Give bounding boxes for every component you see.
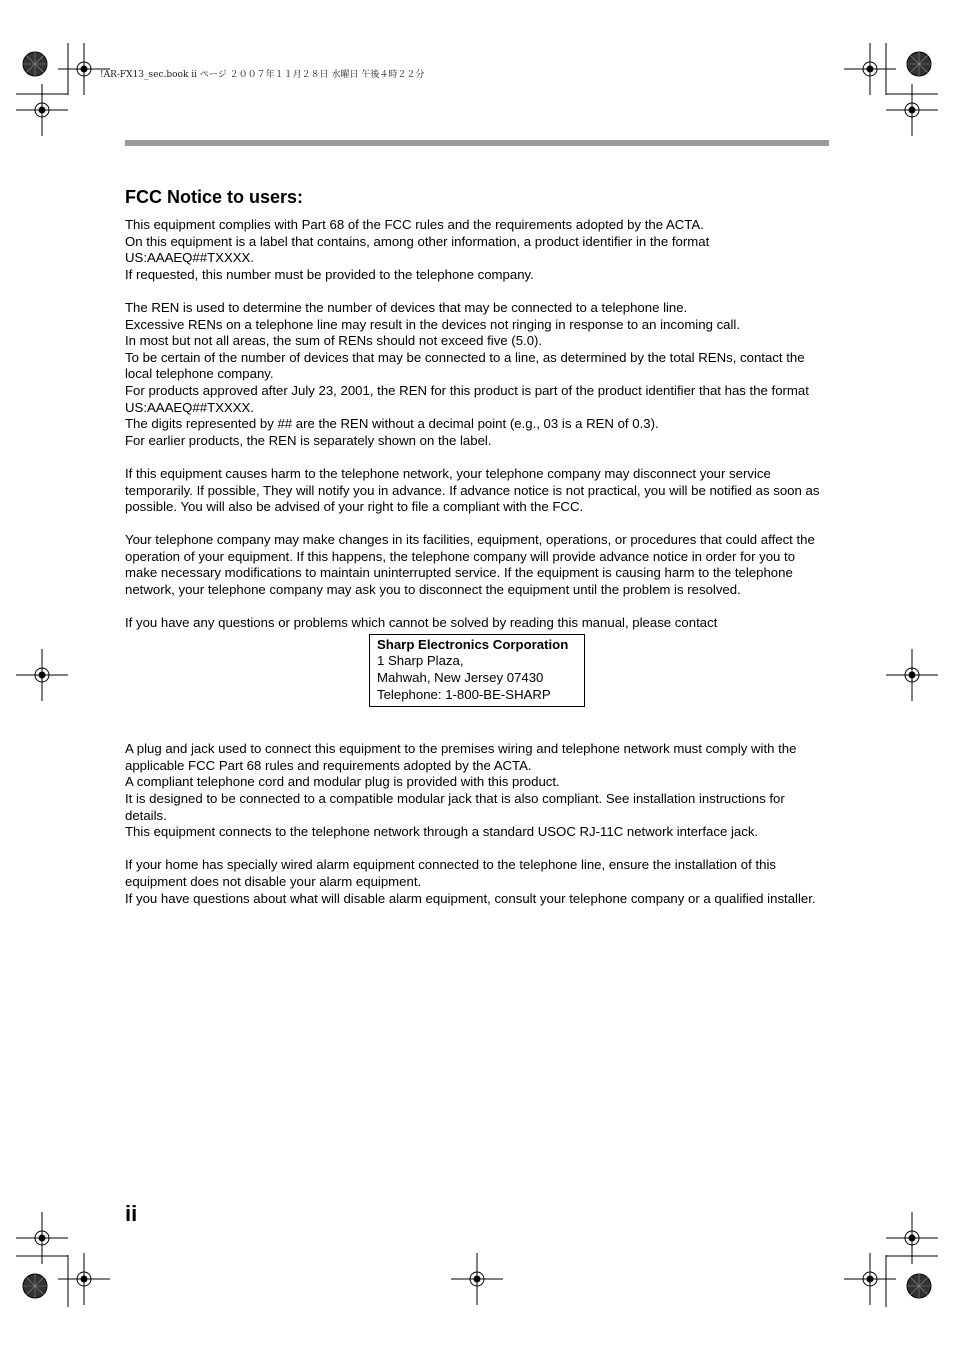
text-line: This equipment connects to the telephone network through a standard USOC RJ-11C network interface jack.: [125, 824, 759, 840]
text-line: It is designed to be connected to a compatible modular jack that is also compliant. See installation instructions for details.: [125, 791, 785, 823]
text-line: For products approved after July 23, 2001, the REN for this product is part of the product identifier that has the format US:AAAEQ##TXXXX.: [125, 382, 809, 415]
text-line: To be certain of the number of devices that may be connected to a line, as determined by the total RENs, contact the local telephone company.: [125, 349, 805, 382]
paragraph-contact-intro: [125, 615, 830, 632]
paragraph-identifier: [125, 217, 830, 283]
text-line: The digits represented by ## are the REN without a decimal point (e.g., 03 is a REN of 0.3).: [125, 416, 659, 432]
paragraph-plug-jack: [125, 741, 830, 841]
text-line: If this equipment causes harm to the telephone network, your telephone company may disconnect your service temporarily. If possible, They will notify you in advance. If advance notice is not practical, you will be notified as soon as possible. You will also be advised of your right to file a compliant with the FCC.: [125, 465, 820, 515]
text-line: If you have questions about what will disable alarm equipment, consult your telephone company or a qualified installer.: [125, 890, 816, 906]
contact-address-line: 1 Sharp Plaza,: [377, 653, 464, 669]
contact-company: Sharp Electronics Corporation: [377, 636, 569, 652]
paragraph-ren: [125, 300, 830, 449]
text-line: For earlier products, the REN is separately shown on the label.: [125, 432, 492, 448]
contact-box: [369, 634, 585, 707]
text-line: If requested, this number must be provided to the telephone company.: [125, 266, 534, 282]
paragraph-network-harm: [125, 466, 830, 516]
contact-address-line: Mahwah, New Jersey 07430: [377, 670, 544, 686]
text-line: Your telephone company may make changes in its facilities, equipment, operations, or procedures that could affect the operation of your equipment. If this happens, the telephone company will provide advance notice in order for you to make necessary modifications to maintain uninterrupted service. If the equipment is causing harm to the telephone network, your telephone company may ask you to disconnect the equipment until the problem is resolved.: [125, 532, 815, 598]
text-line: On this equipment is a label that contains, among other information, a product identifier in the format US:AAAEQ##TXXXX.: [125, 233, 710, 266]
text-line: If you have any questions or problems which cannot be solved by reading this manual, please contact: [125, 615, 718, 631]
print-header: !AR-FX13_sec.book ii ページ ２００７年１１月２８日 水曜日 午後４時２２分: [100, 70, 425, 80]
text-line: Excessive RENs on a telephone line may result in the devices not ringing in response to an incoming call.: [125, 316, 741, 332]
contact-telephone: Telephone: 1-800-BE-SHARP: [377, 686, 551, 702]
page-number: ii: [125, 1201, 138, 1226]
header-rule: [125, 140, 829, 146]
fcc-notice: [125, 185, 830, 924]
text-line: A plug and jack used to connect this equipment to the premises wiring and telephone network must comply with the applicable FCC Part 68 rules and requirements adopted by the ACTA.: [125, 741, 797, 773]
paragraph-alarm: [125, 857, 830, 907]
text-line: A compliant telephone cord and modular plug is provided with this product.: [125, 774, 560, 790]
paragraph-facility-changes: [125, 532, 830, 598]
text-line: In most but not all areas, the sum of RENs should not exceed five (5.0).: [125, 333, 543, 349]
text-line: This equipment complies with Part 68 of the FCC rules and the requirements adopted by the ACTA.: [125, 217, 704, 232]
text-line: The REN is used to determine the number of devices that may be connected to a telephone line.: [125, 299, 688, 315]
page-title: FCC Notice to users:: [125, 187, 304, 207]
text-line: If your home has specially wired alarm equipment connected to the telephone line, ensure the installation of this equipment does not disable your alarm equipment.: [125, 857, 776, 889]
